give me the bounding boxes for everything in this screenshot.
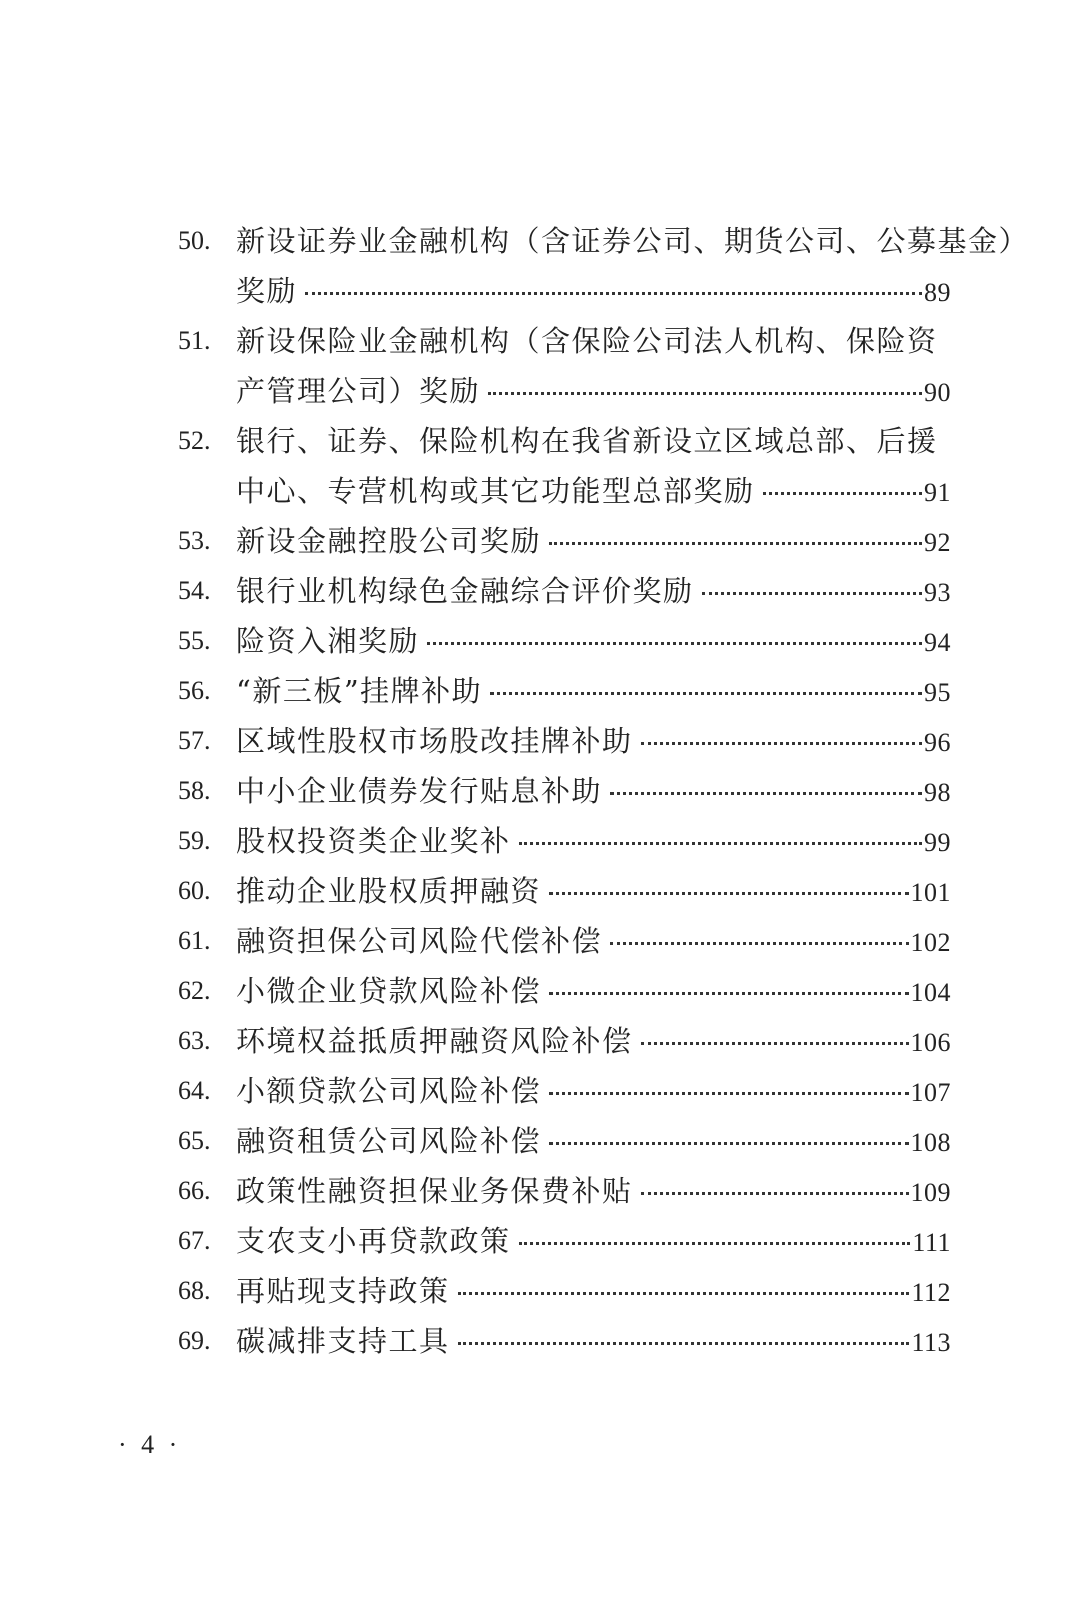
- entry-page-number: 111: [912, 1228, 951, 1257]
- entry-leader-line: [236, 1166, 951, 1216]
- entry-leader-line: [236, 1266, 951, 1316]
- entry-title: 推动企业股权质押融资: [236, 874, 542, 908]
- entry-number: 63.: [178, 1026, 211, 1055]
- dot-leader: [549, 892, 908, 895]
- entry-title: 区域性股权市场股改挂牌补助: [236, 724, 633, 758]
- entry-page-number: 102: [910, 928, 951, 957]
- entry-title: 产管理公司）奖励: [236, 374, 481, 408]
- toc-entry[interactable]: [0, 1316, 1080, 1366]
- entry-number: 62.: [178, 976, 211, 1005]
- toc-entry[interactable]: [0, 566, 1080, 616]
- entry-page-number: 107: [910, 1078, 951, 1107]
- entry-number: 55.: [178, 626, 211, 655]
- entry-page-number: 91: [924, 478, 951, 507]
- page-number-footer: · 4 ·: [118, 1430, 182, 1459]
- entry-leader-line: [236, 1016, 951, 1066]
- entry-leader-line: [236, 716, 951, 766]
- entry-leader-line: [236, 1316, 951, 1366]
- toc-entry[interactable]: [0, 316, 1080, 416]
- entry-number: 59.: [178, 826, 211, 855]
- toc-entry[interactable]: [0, 216, 1080, 316]
- dot-leader: [458, 1292, 910, 1295]
- toc-entry[interactable]: [0, 866, 1080, 916]
- toc-entry[interactable]: [0, 1166, 1080, 1216]
- entry-title: 支农支小再贷款政策: [236, 1224, 511, 1258]
- toc-entry[interactable]: [0, 1116, 1080, 1166]
- entry-page-number: 93: [924, 578, 951, 607]
- dot-leader: [427, 642, 922, 645]
- entry-leader-line: [236, 816, 951, 866]
- dot-leader: [305, 292, 922, 295]
- entry-title: 银行业机构绿色金融综合评价奖励: [236, 574, 694, 608]
- entry-number: 64.: [178, 1076, 211, 1105]
- entry-number: 65.: [178, 1126, 211, 1155]
- entry-number: 56.: [178, 676, 211, 705]
- entry-page-number: 98: [924, 778, 951, 807]
- entry-page-number: 109: [910, 1178, 951, 1207]
- entry-page-number: 92: [924, 528, 951, 557]
- entry-title: 中小企业债券发行贴息补助: [236, 774, 603, 808]
- entry-leader-line: [236, 966, 951, 1016]
- toc-entry[interactable]: [0, 766, 1080, 816]
- entry-leader-line: [236, 1116, 951, 1166]
- entry-number: 50.: [178, 226, 211, 255]
- dot-leader: [549, 1142, 908, 1145]
- entry-page-number: 95: [924, 678, 951, 707]
- toc-entry[interactable]: [0, 1266, 1080, 1316]
- toc-entry[interactable]: [0, 1066, 1080, 1116]
- entry-title: 融资担保公司风险代偿补偿: [236, 924, 603, 958]
- entry-leader-line: [236, 766, 951, 816]
- entry-title: 中心、专营机构或其它功能型总部奖励: [236, 474, 755, 508]
- dot-leader: [488, 392, 922, 395]
- entry-number: 61.: [178, 926, 211, 955]
- entry-leader-line: [236, 1216, 951, 1266]
- entry-leader-line: [236, 666, 951, 716]
- toc-entry[interactable]: [0, 1216, 1080, 1266]
- entry-title: 环境权益抵质押融资风险补偿: [236, 1024, 633, 1058]
- entry-page-number: 90: [924, 378, 951, 407]
- entry-title-line: 银行、证券、保险机构在我省新设立区域总部、后援: [236, 424, 938, 458]
- entry-leader-line: [236, 566, 951, 616]
- entry-title: 融资租赁公司风险补偿: [236, 1124, 542, 1158]
- entry-title: 新设金融控股公司奖励: [236, 524, 542, 558]
- entry-title: “新三板”挂牌补助: [236, 674, 483, 708]
- entry-leader-line: [236, 516, 951, 566]
- toc-entry[interactable]: [0, 816, 1080, 866]
- entry-page-number: 113: [911, 1328, 951, 1357]
- entry-title-line: 新设保险业金融机构（含保险公司法人机构、保险资: [236, 324, 938, 358]
- dot-leader: [519, 842, 922, 845]
- entry-page-number: 99: [924, 828, 951, 857]
- dot-leader: [641, 742, 922, 745]
- entry-number: 66.: [178, 1176, 211, 1205]
- entry-title: 再贴现支持政策: [236, 1274, 450, 1308]
- entry-page-number: 106: [910, 1028, 951, 1057]
- entry-number: 57.: [178, 726, 211, 755]
- entry-page-number: 112: [911, 1278, 951, 1307]
- dot-leader: [519, 1242, 911, 1245]
- table-of-contents: [0, 216, 1080, 1366]
- entry-title-line: 新设证券业金融机构（含证券公司、期货公司、公募基金）: [236, 224, 1030, 258]
- dot-leader: [458, 1342, 910, 1345]
- entry-title: 股权投资类企业奖补: [236, 824, 511, 858]
- entry-title: 小微企业贷款风险补偿: [236, 974, 542, 1008]
- dot-leader: [610, 792, 922, 795]
- toc-entry[interactable]: [0, 516, 1080, 566]
- entry-number: 68.: [178, 1276, 211, 1305]
- entry-leader-line: [236, 266, 951, 316]
- dot-leader: [641, 1192, 909, 1195]
- entry-number: 60.: [178, 876, 211, 905]
- entry-page-number: 108: [910, 1128, 951, 1157]
- dot-leader: [490, 692, 922, 695]
- entry-leader-line: [236, 866, 951, 916]
- toc-entry[interactable]: [0, 966, 1080, 1016]
- toc-entry[interactable]: [0, 416, 1080, 516]
- dot-leader: [610, 942, 908, 945]
- entry-page-number: 104: [910, 978, 951, 1007]
- entry-number: 54.: [178, 576, 211, 605]
- toc-entry[interactable]: [0, 1016, 1080, 1066]
- entry-leader-line: [236, 616, 951, 666]
- entry-leader-line: [236, 366, 951, 416]
- dot-leader: [549, 542, 922, 545]
- entry-title: 小额贷款公司风险补偿: [236, 1074, 542, 1108]
- toc-entry[interactable]: [0, 716, 1080, 766]
- entry-number: 51.: [178, 326, 211, 355]
- toc-entry[interactable]: [0, 916, 1080, 966]
- entry-title: 奖励: [236, 274, 298, 308]
- entry-leader-line: [236, 1066, 951, 1116]
- entry-number: 67.: [178, 1226, 211, 1255]
- entry-title: 政策性融资担保业务保费补贴: [236, 1174, 633, 1208]
- entry-number: 69.: [178, 1326, 211, 1355]
- entry-title: 险资入湘奖励: [236, 624, 420, 658]
- dot-leader: [702, 592, 922, 595]
- entry-leader-line: [236, 916, 951, 966]
- entry-number: 53.: [178, 526, 211, 555]
- toc-entry[interactable]: [0, 666, 1080, 716]
- toc-entry[interactable]: [0, 616, 1080, 666]
- entry-title: 碳减排支持工具: [236, 1324, 450, 1358]
- entry-leader-line: [236, 466, 951, 516]
- entry-page-number: 101: [910, 878, 951, 907]
- entry-page-number: 94: [924, 628, 951, 657]
- dot-leader: [763, 492, 922, 495]
- entry-page-number: 96: [924, 728, 951, 757]
- entry-page-number: 89: [924, 278, 951, 307]
- dot-leader: [641, 1042, 909, 1045]
- entry-number: 58.: [178, 776, 211, 805]
- dot-leader: [549, 992, 908, 995]
- dot-leader: [549, 1092, 908, 1095]
- entry-number: 52.: [178, 426, 211, 455]
